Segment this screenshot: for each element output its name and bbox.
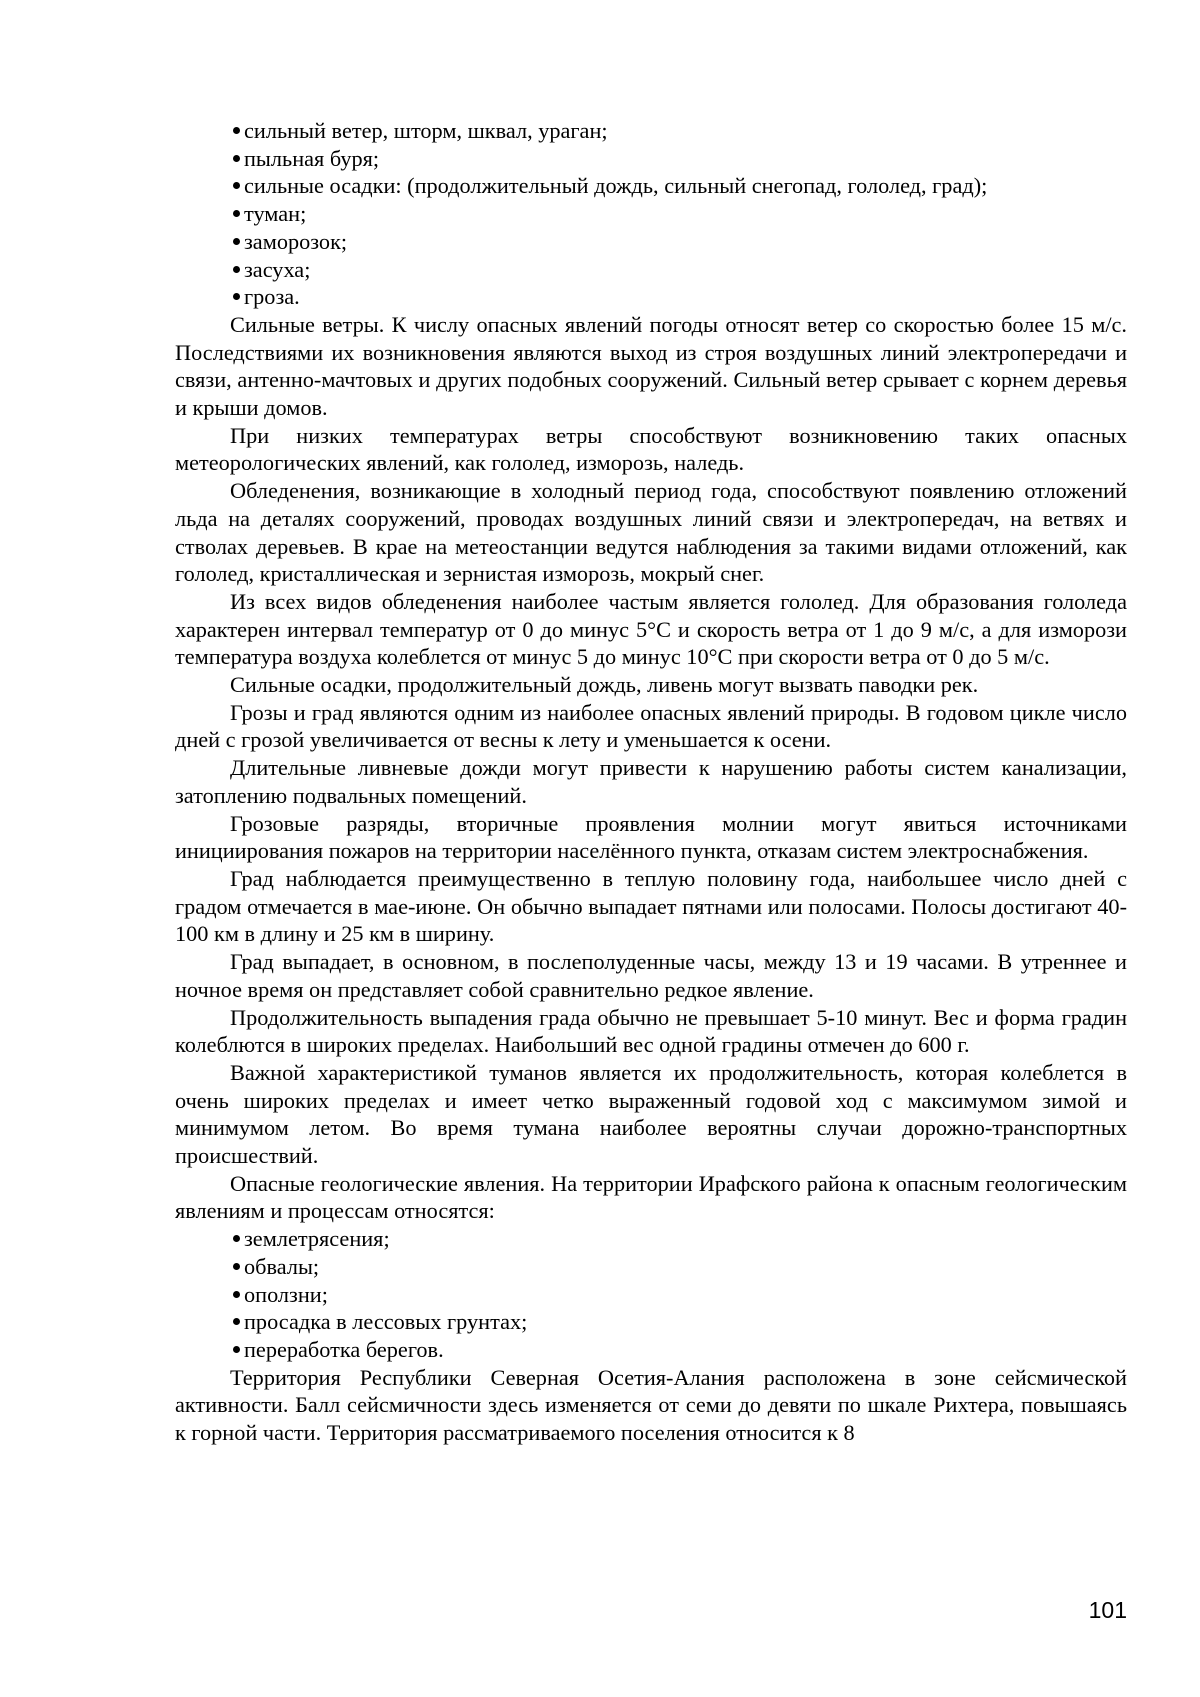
list-item (175, 1253, 1127, 1281)
paragraph: При низких температурах ветры способствуют возникновению таких опасных метеорологических явлений, как гололед, изморозь, наледь. (175, 422, 1127, 476)
paragraph: Территория Республики Северная Осетия-Алания расположена в зоне сейсмической активности. Балл сейсмичности здесь изменяется от семи до девяти по шкале Рихтера, повышаясь к горной части. Территория рассматриваемого поселения относится к 8 (175, 1364, 1127, 1446)
list-item-text: засуха; (244, 256, 311, 282)
document-page (175, 117, 1127, 1447)
paragraph: Сильные осадки, продолжительный дождь, ливень могут вызвать паводки рек. (230, 672, 979, 698)
paragraph: Сильные ветры. К числу опасных явлений погоды относят ветер со скоростью более 15 м/с. Последствиями их возникновения являются выход из строя воздушных линий электропередачи и связи, антенно-мачтовых и других подобных сооружений. Сильный ветер срывает с корнем деревья и крыши домов. (175, 311, 1127, 421)
list-item-text: сильные осадки: (продолжительный дождь, сильный снегопад, гололед, град); (244, 173, 988, 199)
list-item (175, 256, 1127, 284)
list-item (175, 228, 1127, 256)
list-item (175, 1308, 1127, 1336)
list-item (175, 145, 1127, 173)
paragraph: Град выпадает, в основном, в послеполуденные часы, между 13 и 19 часами. В утреннее и ночное время он представляет собой сравнительно редкое явление. (175, 949, 1127, 1002)
list-item-text: гроза. (244, 284, 300, 310)
paragraph: Важной характеристикой туманов является их продолжительность, которая колеблется в очень широких пределах и имеет четко выраженный годовой ход с максимумом зимой и минимумом летом. Во время тумана наиболее вероятны случаи дорожно-транспортных происшествий. (175, 1059, 1127, 1169)
paragraph: Град наблюдается преимущественно в теплую половину года, наибольшее число дней с градом отмечается в мае-июне. Он обычно выпадает пятнами или полосами. Полосы достигают 40-100 км в длину и 25 км в ширину. (175, 865, 1127, 947)
list-item-text: заморозок; (244, 228, 348, 254)
list-item-text: обвалы; (244, 1253, 320, 1279)
list-item (175, 1225, 1127, 1253)
list-item-text: оползни; (244, 1281, 328, 1307)
list-item-text: пыльная буря; (244, 145, 380, 171)
paragraph: Продолжительность выпадения града обычно не превышает 5-10 минут. Вес и форма градин колеблются в широких пределах. Наибольший вес одной градины отмечен до 600 г. (175, 1004, 1127, 1058)
paragraph: Грозовые разряды, вторичные проявления молнии могут явиться источниками инициирования пожаров на территории населённого пункта, отказам систем электроснабжения. (175, 810, 1127, 864)
geological-hazards-list (175, 1225, 1127, 1364)
list-item-text: туман; (244, 201, 307, 227)
list-item (175, 1336, 1127, 1364)
paragraph: Грозы и град являются одним из наиболее опасных явлений природы. В годовом цикле число дней с грозой увеличивается от весны к лету и уменьшается к осени. (175, 699, 1127, 753)
paragraph: Длительные ливневые дожди могут привести к нарушению работы систем канализации, затоплению подвальных помещений. (175, 755, 1127, 808)
list-item-text: переработка берегов. (244, 1336, 444, 1362)
list-item (175, 200, 1127, 228)
list-item (175, 172, 1127, 200)
page-number: 101 (1088, 1597, 1127, 1623)
list-item-text: землетрясения; (244, 1226, 390, 1252)
list-item (175, 1281, 1127, 1309)
list-item-text: просадка в лессовых грунтах; (244, 1309, 528, 1335)
paragraph: Обледенения, возникающие в холодный период года, способствуют появлению отложений льда на деталях сооружений, проводах воздушных линий связи и электропередач, на ветвях и стволах деревьев. В крае на метеостанции ведутся наблюдения за такими видами отложений, как гололед, кристаллическая и зернистая изморозь, мокрый снег. (175, 478, 1127, 587)
weather-hazards-list (175, 117, 1127, 311)
list-item (175, 283, 1127, 311)
list-item-text: сильный ветер, шторм, шквал, ураган; (244, 118, 608, 143)
list-item (175, 117, 1127, 145)
paragraph: Из всех видов обледенения наиболее частым является гололед. Для образования гололеда характерен интервал температур от 0 до минус 5°С и скорость ветра от 1 до 9 м/с, а для изморози температура воздуха колеблется от минус 5 до минус 10°С при скорости ветра от 0 до 5 м/с. (175, 588, 1127, 670)
paragraph: Опасные геологические явления. На территории Ирафского района к опасным геологическим явлениям и процессам относятся: (175, 1170, 1127, 1224)
